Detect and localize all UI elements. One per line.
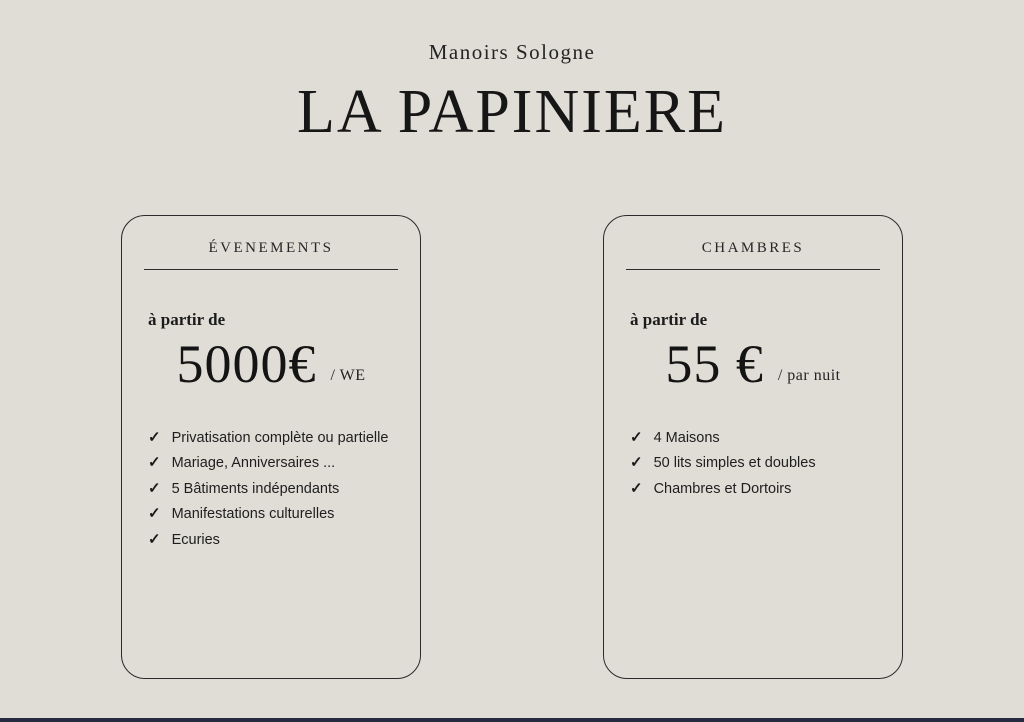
feature-item [148, 428, 406, 448]
feature-text: 5 Bâtiments indépendants [171, 480, 340, 497]
check-icon: ✓ [148, 479, 161, 497]
card-divider [626, 269, 880, 270]
feature-text: 50 lits simples et doubles [653, 455, 816, 472]
feature-item [630, 456, 888, 473]
card-title: CHAMBRES [701, 240, 805, 256]
price-prefix: à partir de [148, 310, 226, 329]
feature-list [630, 428, 888, 508]
card-divider [144, 269, 398, 270]
price-unit: / par nuit [777, 366, 841, 384]
check-icon: ✓ [630, 428, 643, 446]
check-icon: ✓ [148, 505, 161, 523]
check-icon: ✓ [630, 454, 643, 472]
feature-text: 4 Maisons [653, 429, 720, 446]
check-icon: ✓ [148, 454, 161, 472]
feature-item [630, 428, 888, 448]
price-row [604, 336, 902, 393]
feature-text: Privatisation complète ou partielle [171, 429, 389, 446]
price-amount: 55 € [665, 334, 764, 394]
feature-text: Manifestations culturelles [171, 506, 335, 523]
feature-item [630, 479, 888, 499]
feature-item [148, 456, 406, 473]
feature-list [148, 428, 406, 559]
bottom-edge-bar [0, 718, 1024, 722]
pricing-cards-row [0, 215, 1024, 679]
check-icon: ✓ [148, 530, 161, 548]
feature-text: Chambres et Dortoirs [653, 480, 792, 497]
price-unit: / WE [330, 366, 366, 384]
pricing-card-evenements [121, 215, 421, 679]
brand-name: Manoirs Sologne [428, 40, 596, 64]
price-row [122, 336, 420, 393]
pricing-card-chambres [603, 215, 903, 679]
card-title: ÉVENEMENTS [208, 240, 334, 256]
check-icon: ✓ [148, 428, 161, 446]
price-amount: 5000€ [176, 334, 317, 394]
feature-text: Mariage, Anniversaires ... [171, 455, 336, 472]
feature-item [148, 507, 406, 524]
feature-text: Ecuries [171, 531, 220, 548]
price-prefix: à partir de [630, 310, 708, 329]
feature-item [148, 530, 406, 550]
page-title: LA PAPINIERE [297, 78, 727, 146]
feature-item [148, 479, 406, 499]
check-icon: ✓ [630, 479, 643, 497]
